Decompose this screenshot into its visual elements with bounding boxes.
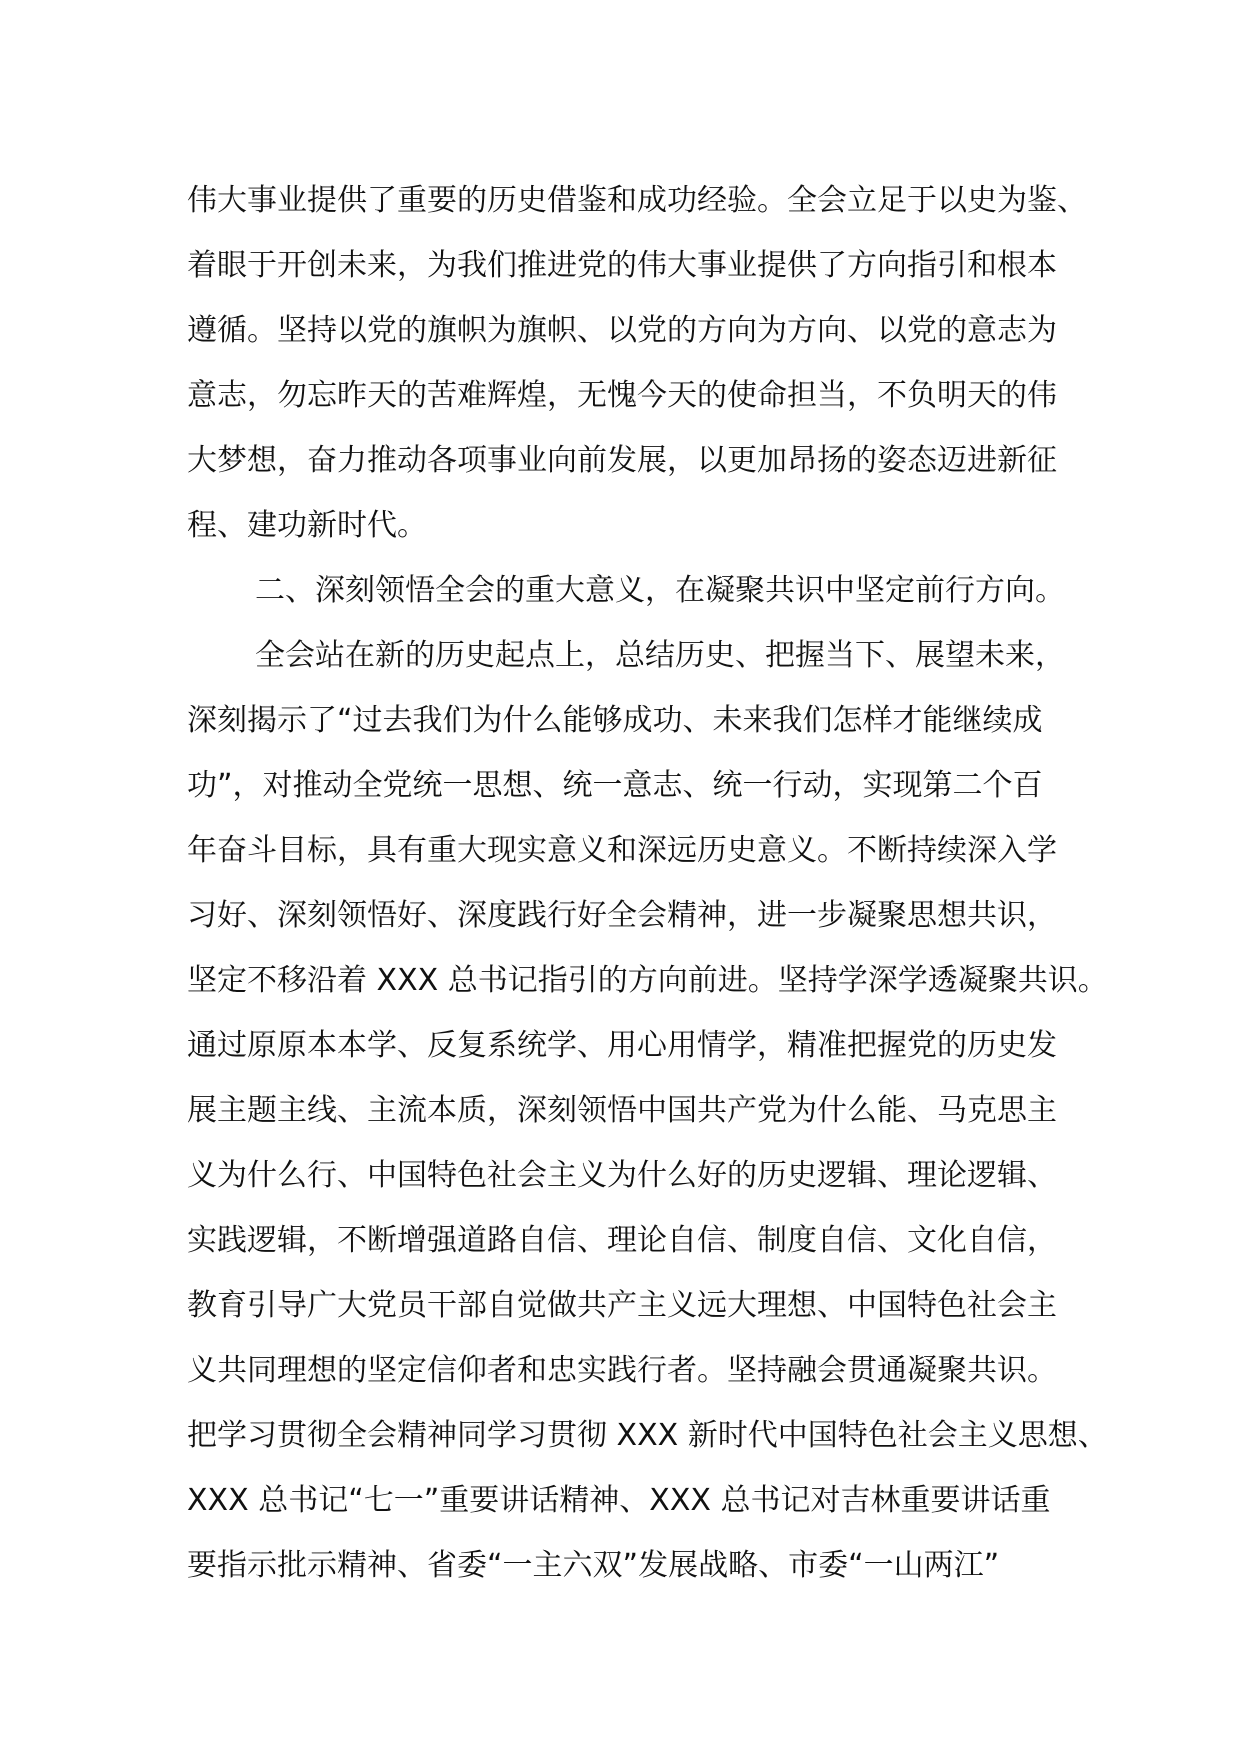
- paragraph-line: 习好、深刻领悟好、深度践行好全会精神，进一步凝聚思想共识，: [187, 898, 1057, 933]
- body-text: [187, 168, 1108, 1598]
- paragraph-line: 年奋斗目标，具有重大现实意义和深远历史意义。不断持续深入学: [187, 833, 1057, 868]
- paragraph-line: 伟大事业提供了重要的历史借鉴和成功经验。全会立足于以史为鉴、: [187, 183, 1087, 218]
- paragraph-line: 通过原原本本学、反复系统学、用心用情学，精准把握党的历史发: [187, 1028, 1057, 1063]
- paragraph-line: 实践逻辑，不断增强道路自信、理论自信、制度自信、文化自信，: [187, 1223, 1057, 1258]
- paragraph-line: 把学习贯彻全会精神同学习贯彻 XXX 新时代中国特色社会主义思想、: [187, 1418, 1108, 1453]
- paragraph-line: 遵循。坚持以党的旗帜为旗帜、以党的方向为方向、以党的意志为: [187, 313, 1057, 348]
- paragraph-line: 坚定不移沿着 XXX 总书记指引的方向前进。坚持学深学透凝聚共识。: [187, 963, 1108, 998]
- paragraph-line: 全会站在新的历史起点上，总结历史、把握当下、展望未来，: [255, 638, 1065, 673]
- paragraph-line: 着眼于开创未来，为我们推进党的伟大事业提供了方向指引和根本: [187, 248, 1057, 283]
- paragraph-line: 要指示批示精神、省委“一主六双”发展战略、市委“一山两江”: [187, 1548, 1000, 1583]
- paragraph-line: XXX 总书记“七一”重要讲话精神、XXX 总书记对吉林重要讲话重: [187, 1483, 1051, 1518]
- section-heading: 二、深刻领悟全会的重大意义，在凝聚共识中坚定前行方向。: [255, 573, 1065, 608]
- paragraph-line: 程、建功新时代。: [187, 508, 427, 543]
- paragraph-line: 义为什么行、中国特色社会主义为什么好的历史逻辑、理论逻辑、: [187, 1158, 1057, 1193]
- paragraph-line: 大梦想，奋力推动各项事业向前发展，以更加昂扬的姿态迈进新征: [187, 443, 1057, 478]
- paragraph-line: 展主题主线、主流本质，深刻领悟中国共产党为什么能、马克思主: [187, 1093, 1057, 1128]
- paragraph-line: 功”，对推动全党统一思想、统一意志、统一行动，实现第二个百: [187, 768, 1043, 803]
- paragraph-line: 义共同理想的坚定信仰者和忠实践行者。坚持融会贯通凝聚共识。: [187, 1353, 1057, 1388]
- paragraph-line: 深刻揭示了“过去我们为什么能够成功、未来我们怎样才能继续成: [187, 703, 1043, 738]
- paragraph-line: 意志，勿忘昨天的苦难辉煌，无愧今天的使命担当，不负明天的伟: [187, 378, 1057, 413]
- paragraph-line: 教育引导广大党员干部自觉做共产主义远大理想、中国特色社会主: [187, 1288, 1057, 1323]
